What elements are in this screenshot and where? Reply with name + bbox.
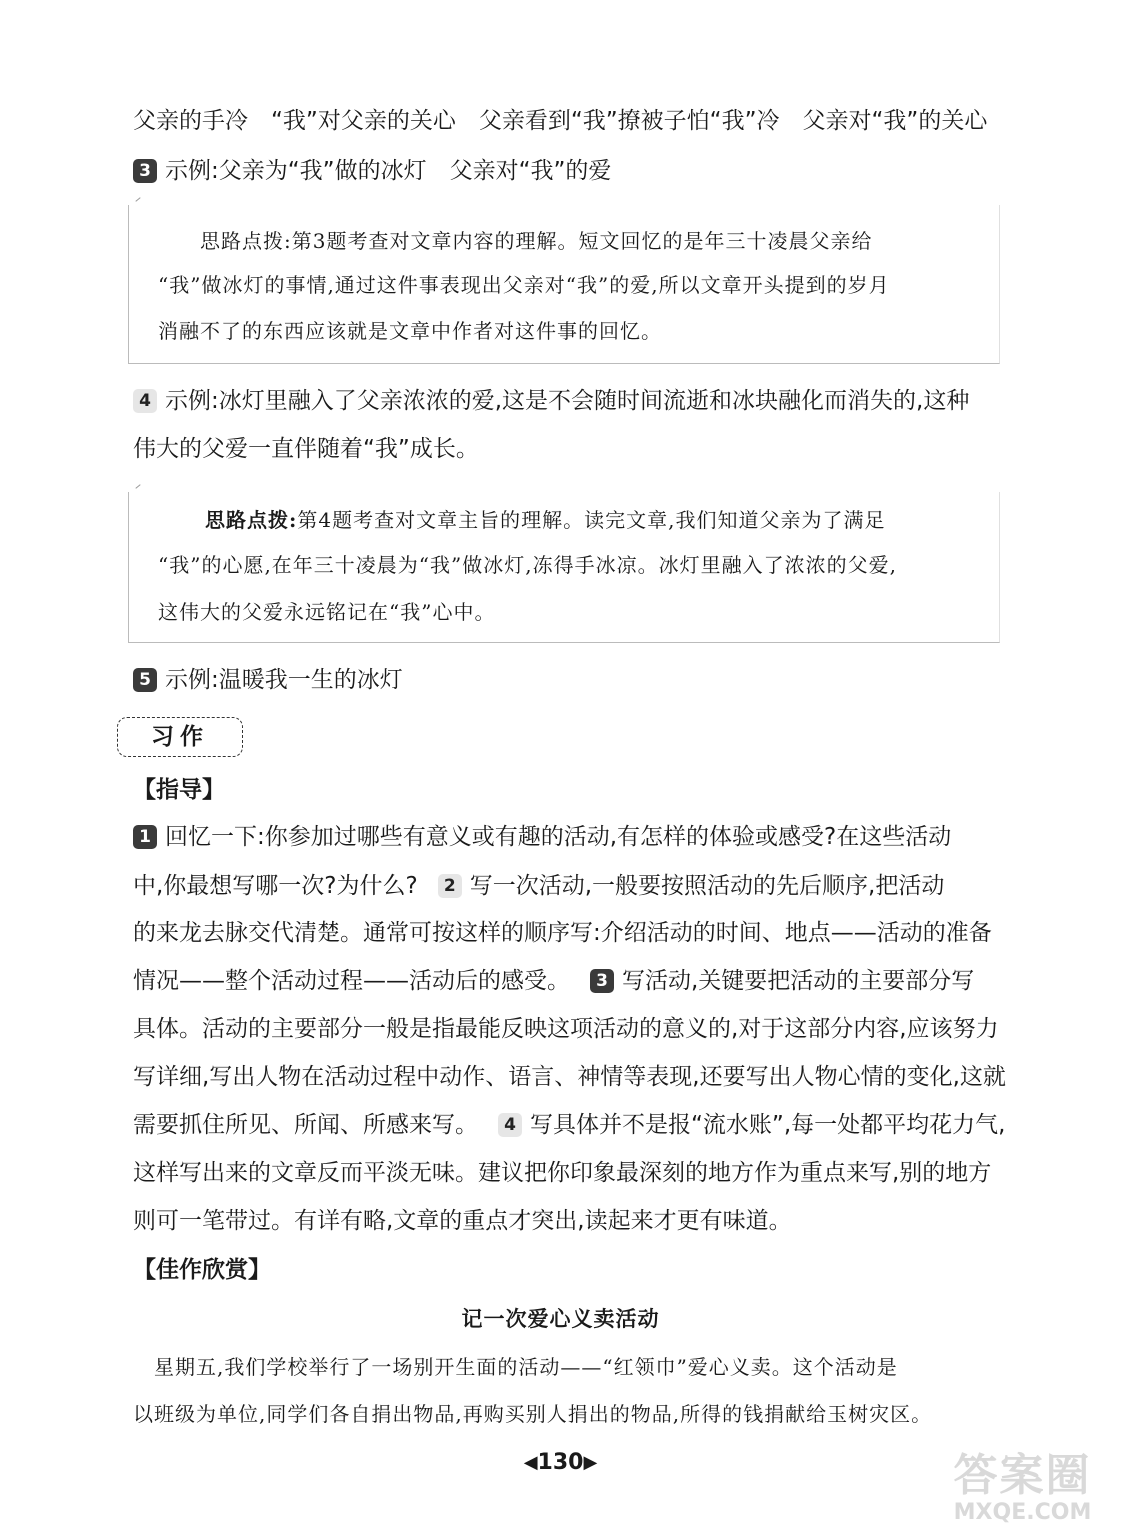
guidance-line-4 [133,966,974,996]
essay-line-2: 以班级为单位,同学们各自捐出物品,再购买别人捐出的物品,所得的钱捐献给玉树灾区。 [133,1402,933,1426]
tip-label-text: 思路点拨: [200,229,292,253]
essay-heading: 【佳作欣赏】 [133,1257,271,1283]
answer-q5 [133,665,403,695]
guidance-line-2 [133,871,944,901]
guidance-line-9: 则可一笔带过。有详有略,文章的重点才突出,读起来才更有味道。 [133,1208,792,1234]
answer-q3 [133,156,611,186]
guidance-line-7 [133,1110,1005,1140]
guidance-text: 回忆一下:你参加过哪些有意义或有趣的活动,有怎样的体验或感受?在这些活动 [165,824,952,850]
guidance-line-6: 写详细,写出人物在活动过程中动作、语言、神情等表现,还要写出人物心情的变化,这就 [133,1064,1006,1090]
box-corner-mark [135,197,140,202]
watermark-logo [935,1452,1110,1532]
tip-label-text: 思路点拨: [205,508,298,532]
guidance-number-badge: 4 [498,1113,522,1137]
guidance-number-badge: 1 [133,825,157,849]
guidance-text: 写具体并不是报“流水账”,每一处都平均花力气, [530,1112,1006,1138]
answer-line-q2-end: 父亲的手冷 “我”对父亲的关心 父亲看到“我”撩被子怕“我”冷 父亲对“我”的关心 [133,108,988,134]
guidance-text: 需要抓住所见、所闻、所感来写。 [133,1112,478,1138]
triangle-right-icon: ▶ [583,1452,598,1473]
tip-q3-line-3: 消融不了的东西应该就是文章中作者对这件事的回忆。 [158,319,662,343]
guidance-number-badge: 3 [590,969,614,993]
answer-text: 示例:温暖我一生的冰灯 [165,667,403,693]
question-number-badge: 3 [133,159,157,183]
tip-q4-line-2: “我”的心愿,在年三十凌晨为“我”做冰灯,冻得手冰凉。冰灯里融入了浓浓的父爱, [158,553,897,577]
guidance-line-3: 的来龙去脉交代清楚。通常可按这样的顺序写:介绍活动的时间、地点——活动的准备 [133,920,992,946]
essay-title: 记一次爱心义卖活动 [461,1307,660,1331]
guidance-text: 中,你最想写哪一次?为什么? [133,873,418,899]
question-number-badge: 4 [133,389,157,413]
answer-text: 示例:父亲为“我”做的冰灯 父亲对“我”的爱 [165,158,612,184]
guidance-line-8: 这样写出来的文章反而平淡无味。建议把你印象最深刻的地方作为重点来写,别的地方 [133,1160,992,1186]
tip-q3-line-1 [200,226,872,256]
tip-text: 第3题考查对文章内容的理解。短文回忆的是年三十凌晨父亲给 [291,229,873,253]
page-number-text: 130 [537,1450,584,1475]
guidance-text: 情况——整个活动过程——活动后的感受。 [133,968,570,994]
guidance-text: 写一次活动,一般要按照活动的先后顺序,把活动 [469,873,945,899]
triangle-left-icon: ◀ [523,1452,538,1473]
watermark-main-text: 答案圈 [953,1450,1092,1501]
answer-text: 示例:冰灯里融入了父亲浓浓的爱,这是不会随时间流逝和冰块融化而消失的,这种 [165,388,970,414]
section-title-tag: 习作 [117,717,243,757]
tip-q4-line-3: 这伟大的父爱永远铭记在“我”心中。 [158,600,496,624]
essay-line-1: 星期五,我们学校举行了一场别开生面的活动——“红领巾”爱心义卖。这个活动是 [133,1355,898,1379]
guidance-number-badge: 2 [438,874,462,898]
answer-q4-line-2: 伟大的父爱一直伴随着“我”成长。 [133,436,479,462]
tip-text: 第4题考查对文章主旨的理解。读完文章,我们知道父亲为了满足 [297,508,886,532]
guidance-text: 写活动,关键要把活动的主要部分写 [622,968,975,994]
tip-q3-line-2: “我”做冰灯的事情,通过这件事表现出父亲对“我”的爱,所以文章开头提到的岁月 [158,273,890,297]
guidance-line-1 [133,822,951,852]
guidance-heading: 【指导】 [133,777,225,803]
watermark-sub-text: MXQE.COM [953,1500,1092,1525]
guidance-line-5: 具体。活动的主要部分一般是指最能反映这项活动的意义的,对于这部分内容,应该努力 [133,1016,999,1042]
answer-q4-line-1 [133,386,969,416]
box-corner-mark [135,484,140,489]
question-number-badge: 5 [133,668,157,692]
tip-q4-line-1 [205,505,885,535]
